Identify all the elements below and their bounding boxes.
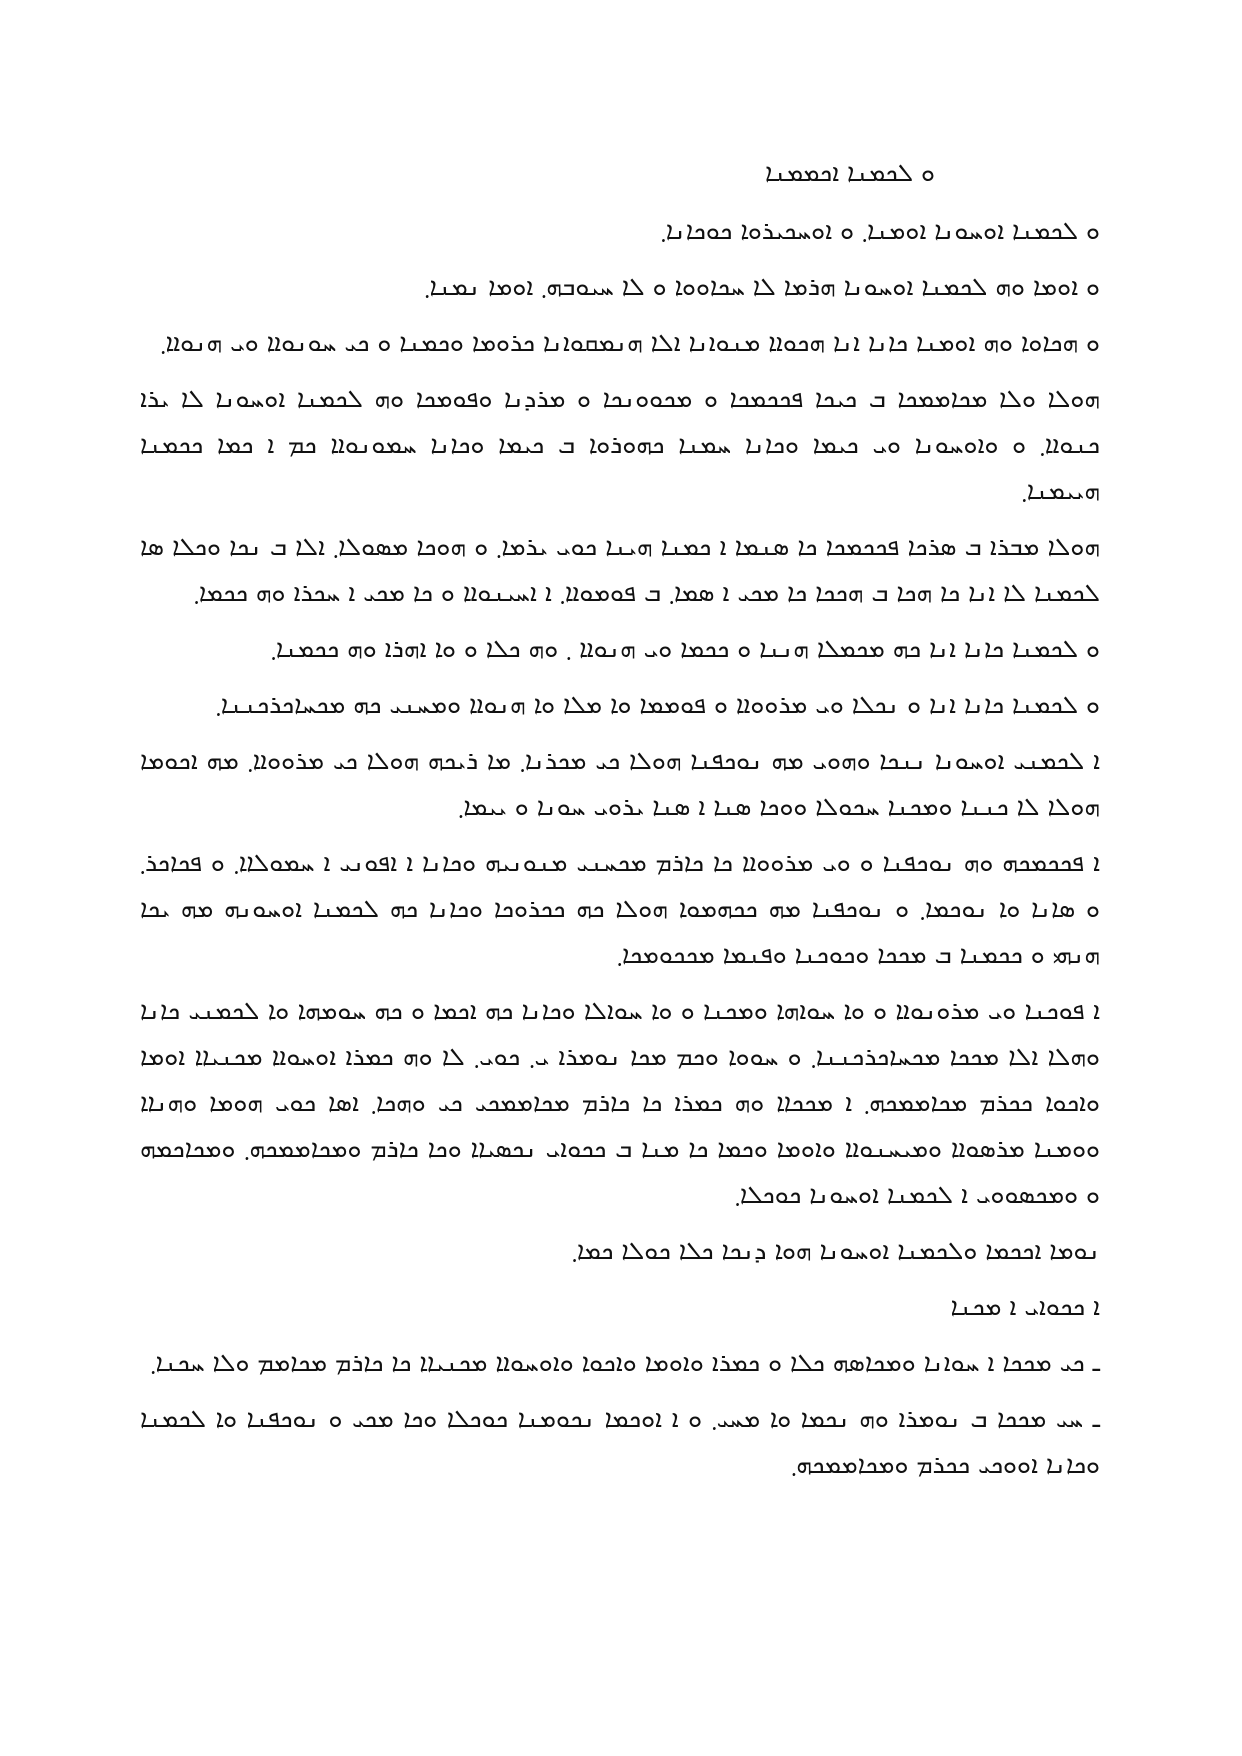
paragraph: ܢܘܡܐ ܐܟܟܡܐ ܘܠܟܡܢܐ ܐܘܚܘܢܐ ܗܘܐ ܕܢܟܐ ܟܠܐ ܟܘܠܐ ܟܡܐ܂ — [571, 1236, 1100, 1265]
section-heading: ܐ ܟܟܘܐܝ ܐ ܡܟܢܐ — [950, 1292, 1100, 1321]
document-body — [140, 150, 1100, 1498]
paragraph: ܐ ܠܟܡܢܝ ܐܘܚܘܢܐ ܢܢܟܐ ܘܗܘܝ ܡܗ ܢܘܟܦܢܐ ܗܘܠܐ ܟܝ ܡܟܪܢܐ܂ ܡܐ ܪܝܟܗ ܗܘܠܐ ܟܝ ܡܪܘܘܐܐ܂ ܡܗ ܐܟܘܡܐ ܗܘܠܐ ܠܐ ܟܢܢܐ ܘܡܟܢܐ ܚܟܘܠܐ ܘܘܟܐ ܣܢܐ ܐ ܣܢܐ ܝܪܘܝ ܚܘܢܐ ܘ ܝܝܡܐ܂ — [140, 746, 1100, 821]
paragraph: ܘ ܠܟܡܢܐ ܟܐܢܐ ܐܢܐ ܘ ܢܟܠܐ ܘܝ ܡܪܘܘܐܐ ܘ ܦܘܡܡܐ ܘܐ ܡܠܐ ܘܐ ܗܢܘܐܐ ܘܡܚܢܝ ܟܗ ܡܟܚܐܟܪܟܢܢܐ܂ — [215, 690, 1100, 719]
paragraph: ܐ ܦܘܟܢܐ ܘܝ ܡܪܘܢܘܐܐ ܘ ܘܐ ܚܘܐܗܐ ܘܡܟܢܐ ܘ ܘܐ ܚܘܐܠܐ ܘܟܐܢܐ ܟܗ ܐܟܡܐ ܘ ܟܗ ܚܘܡܗܐ ܘܐ ܠܟܡܢܝ ܟܐܢܐ ܘܗܠܐ ܐܠܐ ܡܟܟܐ ܡܟܚܐܟܪܟܢܢܐ܂ ܘ ܚܘܘܐ ܘܟܡ ܡܟܐ ܢܘܡܪܐ ܝ܂ ܟܘܝ܂ ܠܐ ܘܗ ܟܡܪܐ ܐܘܚܘܐܐ ܡܟܢܝܐܐ ܐܘܡܐ ܘܐܟܘܐ ܟܟܪܡ ܡܟܐܡܡܟܗ܂ ܐ ܡܟܟܐܐ ܘܗ ܟܡܪܐ ܟܐ ܟܐܪܡ ܡܟܐܡܡܟܝ ܟܝ ܘܗܟܐ܂ ܐܣܐ ܟܘܝ ܗܘܡܐ ܘܗܢܐܐ ܘܘܡܢܐ ܡܪܣܘܐܐ ܘܡܝܚܢܘܐܐ ܘܐܘܡܐ ܘܟܡܐ ܟܐ ܡܢܐ ܒ ܟܟܘܐܝ ܢܟܣܝܐܐ ܘܟܐ ܟܐܪܡ ܘܡܟܐܡܡܟܗ܂ ܘܡܟܐܟܡܗ ܘ ܘܡܟܣܘܘܝ ܐ ܠܟܡܢܐ ܐܘܚܘܢܐ ܟܘܟܠܐ܂ — [140, 996, 1100, 1209]
document-title: ܘ ܠܟܡܢܐ ܐܟܡܡܢܐ — [764, 158, 935, 187]
paragraph: ܗܘܠܐ ܘܠܐ ܡܟܐܡܡܟܐ ܒ ܟܝܟܐ ܦܟܟܡܟܐ ܘ ܡܟܘܘܢܟܐ ܘ ܡܪܕܢܐ ܘܦܘܡܟܐ ܘܗ ܠܟܡܢܐ ܐܘܚܘܢܐ ܠܐ ܝܪܐ ܟܢܘܐܐ܂ ܘ ܘܐܘܚܘܢܐ ܘܝ ܟܝܡܐ ܘܟܐܢܐ ܚܡܢܐ ܟܗܘܪܘܐ ܒ ܟܝܡܐ ܘܟܐܢܐ ܚܡܘܢܘܐܐ ܟܡ ܐ ܟܡܐ ܟܟܡܢܐ ܗܝܝܡܢܐ܂ — [140, 384, 1100, 505]
paragraph: ܐ ܦܟܟܡܟܗ ܘܗ ܢܘܟܦܢܐ ܘ ܘܝ ܡܪܘܘܐܐ ܟܐ ܟܐܪܡ ܡܟܚܢܝ ܡܢܘܢܝܗ ܘܟܐܢܐ ܐ ܐܦܘܢܝ ܐ ܚܡܘܠܐܐ܂ ܘ ܦܟܐܟܪ܂ ܘ ܣܐܢܐ ܘܐ ܢܘܟܡܐ܂ ܘ ܢܘܟܦܢܐ ܡܗ ܟܟܗܡܘܐ ܗܘܠܐ ܟܗ ܟܟܪܘܟܐ ܘܟܐܢܐ ܟܗ ܠܟܡܢܐ ܐܘܚܘܢܗ ܡܗ ܝܟܐ ܗܢܗܝ ܘ ܟܟܡܢܐ ܒ ܡܟܟܐ ܘܟܘܟܢܐ ܘܦܢܡܐ ܡܟܟܘܡܟܐ܂ — [140, 848, 1100, 969]
paragraph: ܘ ܗܟܐܘܐ ܘܗ ܐܘܡܢܐ ܟܐܢܐ ܐܢܐ ܗܟܘܐܐ ܡܢܘܐܢܐ ܐܠܐ ܗܢܡܩܘܐܢܐ ܟܪܘܡܐ ܘܟܡܢܐ ܘ ܟܝ ܚܘܢܘܐܐ ܘܝ ܗܢܘܐܐ܂ — [160, 328, 1100, 357]
paragraph: ܗܘܠܐ ܡܒܪܐ ܒ ܣܪܟܐ ܦܟܟܡܟܐ ܟܐ ܣܢܡܐ ܐ ܟܡܢܐ ܗܝܢܐ ܟܘܝ ܝܪܡܐ܂ ܘ ܗܘܟܐ ܡܣܘܠܐ܂ ܐܠܐ ܒ ܢܟܐ ܘܟܠܐ ܣܐ ܠܟܡܢܐ ܠܐ ܐܢܐ ܟܐ ܗܟܐ ܒ ܗܟܟܐ ܟܐ ܡܟܝ ܐ ܣܡܐ܂ ܒ ܦܘܡܘܐܐ܂ ܐ ܐܚܝܢܘܐܐ ܘ ܟܐ ܡܟܝ ܐ ܚܟܪܐ ܘܗ ܟܟܡܐ܂ — [140, 532, 1100, 607]
paragraph: ܘ ܠܟܡܢܐ ܟܐܢܐ ܐܢܐ ܟܗ ܡܟܡܠܐ ܗܢܢܐ ܘ ܟܟܡܐ ܘܝ ܗܢܘܐܐ ܂ ܘܗ ܟܠܐ ܘ ܘܐ ܐܗܪܐ ܘܗ ܟܟܡܢܐ܂ — [270, 634, 1100, 663]
list-item: ـ ܟܝ ܡܟܟܐ ܐ ܚܘܐܢܐ ܘܡܟܐܣܗ ܟܠܐ ܘ ܟܡܪܐ ܘܐܘܡܐ ܘܐܟܘܐ ܘܐܘܚܘܐܐ ܡܟܢܝܐܐ ܟܐ ܟܐܪܡ ܡܟܐܡܡ ܘܠܐ ܚܟܢܐ܂ — [150, 1348, 1100, 1377]
paragraph: ܘ ܠܟܡܢܐ ܐܘܚܘܢܐ ܐܘܡܢܐ܂ ܘ ܐܘܚܟܝܪܘܐ ܟܘܟܐܢܐ܂ — [660, 216, 1100, 245]
list-item: ـ ܚܝ ܡܟܟܐ ܒ ܢܘܡܪܐ ܘܗ ܢܟܡܐ ܘܐ ܡܚܝ܂ ܘ ܐ ܐܘܟܡܐ ܢܟܘܡܢܐ ܟܘܟܠܐ ܘܟܐ ܡܟܝ ܘ ܢܘܟܦܢܐ ܘܐ ܠܟܡܢܐ ܘܟܐܢܐ ܐܘܘܟܝ ܟܟܪܡ ܘܡܟܐܡܡܟܗ܂ — [140, 1404, 1100, 1479]
paragraph: ܘ ܐܘܡܐ ܘܗ ܠܟܡܢܐ ܐܘܚܘܢܐ ܗܪܡܐ ܠܐ ܚܟܐܘܘܐ ܘ ܠܐ ܚܝܘܒܗ܂ ܐܘܡܐ ܢܡܢܐ܂ — [424, 272, 1100, 301]
